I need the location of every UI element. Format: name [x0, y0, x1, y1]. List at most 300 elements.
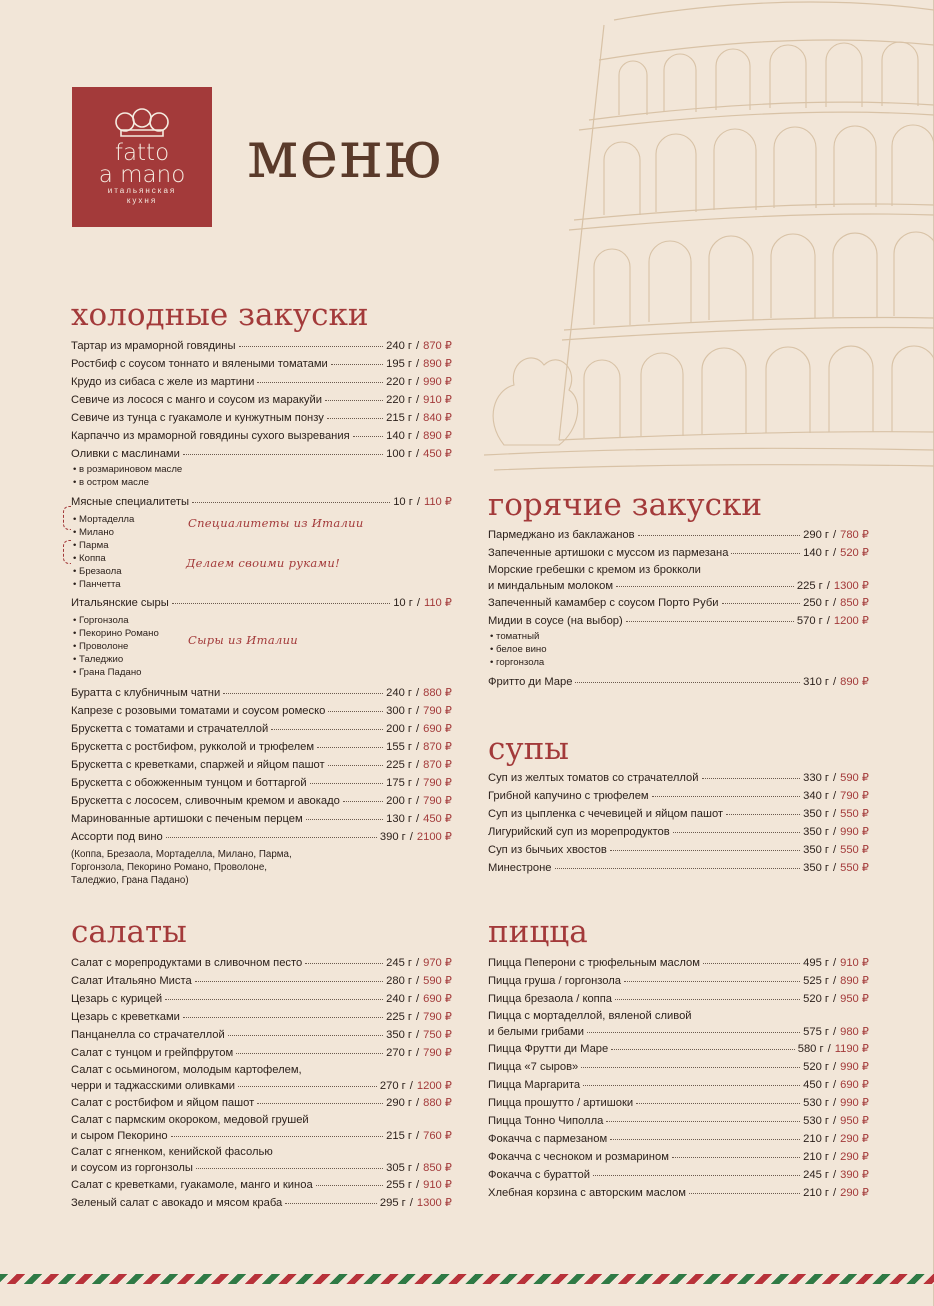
menu-item [488, 859, 869, 877]
item-weight: 200 г [386, 795, 412, 807]
item-name: Запеченные артишоки с муссом из пармезана [488, 547, 729, 559]
dot-leader [638, 527, 801, 536]
menu-item [71, 954, 452, 972]
assorti-note: Горгонзола, Пекорино Романо, Проволоне, [71, 862, 267, 873]
dot-leader [673, 824, 800, 833]
item-weight: 100 г [386, 448, 412, 460]
dot-leader [172, 595, 390, 604]
price-separator: / [415, 1130, 420, 1142]
item-option: • Мортаделла [71, 513, 452, 526]
menu-item [71, 1026, 452, 1044]
item-weight: 525 г [803, 975, 829, 987]
item-weight: 350 г [803, 862, 829, 874]
dot-leader [238, 1078, 377, 1087]
item-price: 290 ₽ [840, 1151, 869, 1163]
dot-leader [611, 1041, 795, 1050]
dot-leader [257, 374, 383, 383]
menu-item [488, 1166, 869, 1184]
dot-leader [636, 1095, 800, 1104]
item-price: 1300 ₽ [416, 1197, 452, 1209]
price-separator: / [832, 975, 837, 987]
price-separator: / [409, 1197, 413, 1209]
price-separator: / [415, 1097, 420, 1109]
restaurant-logo [72, 87, 212, 227]
hot-appetizers-list [488, 526, 869, 691]
section-title-hot: горячие закуски [488, 487, 763, 523]
item-price: 520 ₽ [840, 547, 869, 559]
menu-item [71, 702, 452, 720]
item-name-line1: Салат с пармским окороком, медовой грушей [71, 1114, 309, 1126]
menu-item [71, 1008, 452, 1026]
price-separator: / [832, 529, 837, 541]
item-name: Карпаччо из мраморной говядины сухого вызревания [71, 430, 350, 442]
item-weight: 520 г [803, 1061, 829, 1073]
menu-item [488, 544, 869, 562]
cold-appetizers-list [71, 337, 452, 887]
dot-leader [689, 1185, 800, 1194]
price-separator: / [832, 1133, 837, 1145]
dot-leader [606, 1113, 800, 1122]
menu-item [488, 1058, 869, 1076]
item-price: 1200 ₽ [833, 615, 869, 627]
item-name: Салат Итальяно Миста [71, 975, 192, 987]
menu-item [71, 427, 452, 445]
item-name: Пицца «7 сыров» [488, 1061, 579, 1073]
item-weight: 215 г [386, 412, 412, 424]
price-separator: / [832, 808, 837, 820]
logo-subtitle-line2: кухня [126, 196, 158, 205]
price-separator: / [832, 826, 837, 838]
item-price: 690 ₽ [423, 723, 452, 735]
item-name: Маринованные артишоки с печеным перцем [71, 813, 303, 825]
item-price: 550 ₽ [840, 844, 869, 856]
menu-item [488, 1112, 869, 1130]
menu-item [71, 1094, 452, 1112]
item-weight: 225 г [386, 759, 412, 771]
item-price: 950 ₽ [840, 993, 869, 1005]
dot-leader [581, 1059, 800, 1068]
item-weight: 450 г [803, 1079, 829, 1091]
dot-leader [183, 446, 383, 455]
item-weight: 280 г [386, 975, 412, 987]
item-weight: 300 г [386, 705, 412, 717]
menu-item [71, 1044, 452, 1062]
menu-item [71, 1062, 452, 1094]
dot-leader [593, 1167, 800, 1176]
menu-item [488, 841, 869, 859]
italian-flag-stripe [0, 1274, 934, 1284]
item-price: 450 ₽ [423, 813, 452, 825]
dot-leader [196, 1160, 383, 1169]
item-weight: 155 г [386, 741, 412, 753]
menu-item [71, 828, 452, 846]
menu-item [71, 1176, 452, 1194]
menu-item [488, 805, 869, 823]
item-name: Запеченный камамбер с соусом Порто Руби [488, 597, 719, 609]
item-weight: 225 г [796, 580, 823, 592]
price-separator: / [415, 759, 420, 771]
item-name: Пицца Маргарита [488, 1079, 581, 1091]
item-option: • Проволоне [71, 640, 452, 653]
dot-leader [310, 775, 384, 784]
item-price: 890 ₽ [840, 676, 869, 688]
colosseum-illustration [484, 0, 934, 500]
item-price: 870 ₽ [423, 340, 452, 352]
item-price: 550 ₽ [840, 808, 869, 820]
price-separator: / [832, 547, 837, 559]
menu-item [488, 823, 869, 841]
item-weight: 245 г [386, 957, 412, 969]
price-separator: / [832, 1061, 837, 1073]
menu-item [488, 1094, 869, 1112]
price-separator: / [832, 957, 837, 969]
item-name: Севиче из тунца с гуакамоле и кунжутным понзу [71, 412, 324, 424]
item-option: • белое вино [488, 643, 869, 656]
dot-leader [328, 757, 383, 766]
dot-leader [166, 829, 377, 838]
item-name: Цезарь с креветками [71, 1011, 180, 1023]
item-name: Минестроне [488, 862, 552, 874]
dot-leader [327, 410, 383, 419]
bracket-mark-1 [63, 506, 71, 530]
menu-item [71, 1112, 452, 1144]
price-separator: / [415, 340, 420, 352]
dot-leader [353, 428, 383, 437]
item-weight: 390 г [379, 831, 406, 843]
item-weight: 495 г [803, 957, 829, 969]
item-price: 990 ₽ [840, 1097, 869, 1109]
item-price: 970 ₽ [423, 957, 452, 969]
dot-leader [615, 991, 800, 1000]
item-weight: 570 г [796, 615, 823, 627]
item-weight: 255 г [386, 1179, 412, 1191]
dot-leader [731, 545, 800, 554]
menu-item [71, 774, 452, 792]
price-separator: / [832, 597, 837, 609]
menu-item [71, 391, 452, 409]
item-price: 110 ₽ [423, 496, 452, 508]
price-separator: / [415, 430, 420, 442]
item-weight: 175 г [386, 777, 412, 789]
menu-item [71, 738, 452, 756]
item-name-line2: черри и таджасскими оливками [71, 1080, 236, 1092]
item-weight: 195 г [386, 358, 412, 370]
price-separator: / [415, 1179, 420, 1191]
dot-leader [575, 674, 800, 683]
price-separator: / [415, 687, 420, 699]
item-name: Брускетта с обожженным тунцом и боттаргой [71, 777, 307, 789]
item-name: Грибной капучино с трюфелем [488, 790, 649, 802]
item-price: 780 ₽ [840, 529, 869, 541]
menu-item [71, 337, 452, 355]
item-weight: 220 г [386, 394, 412, 406]
menu-item [488, 594, 869, 612]
item-name-line1: Пицца с мортаделлой, вяленой сливой [488, 1010, 692, 1022]
item-weight: 350 г [803, 844, 829, 856]
item-name: Капрезе с розовыми томатами и соусом ромеско [71, 705, 326, 717]
item-price: 550 ₽ [840, 862, 869, 874]
page-title: меню [247, 116, 443, 193]
price-separator: / [832, 1187, 837, 1199]
assorti-note: Таледжио, Грана Падано) [71, 875, 189, 886]
item-price: 790 ₽ [840, 790, 869, 802]
section-title-cold: холодные закуски [71, 297, 369, 333]
item-name: Пицца груша / горгонзола [488, 975, 621, 987]
item-weight: 290 г [803, 529, 829, 541]
item-price: 890 ₽ [840, 975, 869, 987]
menu-item [488, 1184, 869, 1202]
item-price: 390 ₽ [840, 1169, 869, 1181]
item-name: Брускетта с креветками, спаржей и яйцом пашот [71, 759, 325, 771]
item-price: 890 ₽ [423, 358, 452, 370]
price-separator: / [826, 580, 830, 592]
menu-item [488, 972, 869, 990]
item-name-line2: и сыром Пекорино [71, 1130, 168, 1142]
item-weight: 310 г [803, 676, 829, 688]
dot-leader [555, 860, 801, 869]
menu-item [488, 612, 869, 630]
dot-leader [305, 955, 383, 964]
dot-leader [672, 1149, 800, 1158]
dot-leader [726, 806, 800, 815]
price-separator: / [832, 1169, 837, 1181]
menu-item [71, 756, 452, 774]
section-title-pizza: пицца [488, 914, 588, 950]
dot-leader [624, 973, 800, 982]
item-price: 910 ₽ [840, 957, 869, 969]
item-price: 2100 ₽ [416, 831, 452, 843]
dot-leader [343, 793, 383, 802]
price-separator: / [832, 1079, 837, 1091]
item-name: Буратта с клубничным чатни [71, 687, 221, 699]
item-weight: 575 г [803, 1026, 829, 1038]
menu-item [488, 1040, 869, 1058]
item-name: Суп из бычьих хвостов [488, 844, 607, 856]
dot-leader [239, 338, 384, 347]
item-price: 850 ₽ [423, 1162, 452, 1174]
item-weight: 10 г [393, 597, 413, 609]
dot-leader [285, 1195, 377, 1204]
item-option: • Коппа [71, 552, 452, 565]
item-name-line1: Морские гребешки с кремом из брокколи [488, 564, 701, 576]
item-name: Фритто ди Маре [488, 676, 573, 688]
item-name: Пицца Пеперони с трюфельным маслом [488, 957, 700, 969]
item-weight: 350 г [386, 1029, 412, 1041]
item-name: Мидии в соусе (на выбор) [488, 615, 623, 627]
item-name: Салат с ростбифом и яйцом пашот [71, 1097, 255, 1109]
price-separator: / [832, 790, 837, 802]
handwritten-note-3: Сыры из Италии [188, 633, 299, 647]
price-separator: / [827, 1043, 831, 1055]
menu-item [488, 562, 869, 594]
item-price: 870 ₽ [423, 741, 452, 753]
item-name: Ассорти под вино [71, 831, 163, 843]
item-price: 690 ₽ [423, 993, 452, 1005]
dot-leader [325, 392, 383, 401]
dot-leader [703, 955, 800, 964]
item-price: 1300 ₽ [833, 580, 869, 592]
item-name: Салат с креветками, гуакамоле, манго и киноа [71, 1179, 313, 1191]
item-name: Салат с морепродуктами в сливочном песто [71, 957, 303, 969]
menu-item [71, 720, 452, 738]
assorti-note: (Коппа, Брезаола, Мортаделла, Милано, Парма, [71, 849, 292, 860]
item-weight: 290 г [386, 1097, 412, 1109]
item-price: 790 ₽ [423, 1011, 452, 1023]
price-separator: / [415, 448, 420, 460]
price-separator: / [415, 394, 420, 406]
dot-leader [702, 770, 801, 779]
item-price: 790 ₽ [423, 795, 452, 807]
item-price: 850 ₽ [840, 597, 869, 609]
item-price: 990 ₽ [840, 1061, 869, 1073]
item-price: 840 ₽ [423, 412, 452, 424]
soups-list [488, 769, 869, 877]
item-weight: 210 г [803, 1151, 829, 1163]
item-weight: 140 г [803, 547, 829, 559]
item-price: 890 ₽ [423, 430, 452, 442]
item-weight: 340 г [803, 790, 829, 802]
dot-leader [328, 703, 383, 712]
item-option: • Парма [71, 539, 452, 552]
logo-brand-line2: a mano [98, 162, 186, 188]
menu-item [71, 792, 452, 810]
item-name: Пицца прошутто / артишоки [488, 1097, 634, 1109]
item-name: Суп из желтых томатов со страчателлой [488, 772, 699, 784]
price-separator: / [832, 676, 837, 688]
item-name: Фокачча с пармезаном [488, 1133, 608, 1145]
price-separator: / [832, 862, 837, 874]
price-separator: / [416, 496, 420, 508]
item-weight: 210 г [803, 1187, 829, 1199]
item-name: Пармеджано из баклажанов [488, 529, 635, 541]
item-name: Мясные специалитеты [71, 496, 190, 508]
section-title-soups: супы [488, 731, 569, 767]
item-name: Цезарь с курицей [71, 993, 163, 1005]
item-name-line2: и соусом из горгонзолы [71, 1162, 193, 1174]
item-price: 790 ₽ [423, 1047, 452, 1059]
item-weight: 240 г [386, 687, 412, 699]
item-option: • в остром масле [71, 476, 452, 489]
logo-brand-line1: fatto [114, 140, 170, 166]
item-name: Брускетта с томатами и страчателлой [71, 723, 269, 735]
dot-leader [587, 1024, 800, 1033]
item-price: 870 ₽ [423, 759, 452, 771]
price-separator: / [832, 1026, 837, 1038]
menu-item [488, 1076, 869, 1094]
bracket-mark-2 [63, 540, 71, 564]
salads-list [71, 954, 452, 1212]
item-price: 990 ₽ [423, 376, 452, 388]
price-separator: / [415, 412, 420, 424]
item-weight: 245 г [803, 1169, 829, 1181]
handwritten-note-2: Делаем своими руками! [186, 556, 341, 570]
item-weight: 220 г [386, 376, 412, 388]
dot-leader [610, 842, 800, 851]
item-name: Панцанелла со страчателлой [71, 1029, 225, 1041]
item-price: 450 ₽ [423, 448, 452, 460]
menu-item [488, 1130, 869, 1148]
item-name: Пицца брезаола / коппа [488, 993, 613, 1005]
item-weight: 210 г [803, 1133, 829, 1145]
dot-leader [192, 494, 390, 503]
price-separator: / [415, 1162, 420, 1174]
item-option: • Горгонзола [71, 614, 452, 627]
pizza-list [488, 954, 869, 1202]
dot-leader [228, 1027, 383, 1036]
dot-leader [195, 973, 383, 982]
price-separator: / [416, 597, 420, 609]
item-weight: 350 г [803, 826, 829, 838]
price-separator: / [409, 1080, 413, 1092]
price-separator: / [826, 615, 830, 627]
item-weight: 240 г [386, 340, 412, 352]
item-price: 910 ₽ [423, 1179, 452, 1191]
price-separator: / [415, 777, 420, 789]
price-separator: / [415, 741, 420, 753]
dot-leader [616, 578, 794, 587]
item-name: Пицца Фрутти ди Маре [488, 1043, 609, 1055]
item-name-line2: и белыми грибами [488, 1026, 584, 1038]
item-weight: 520 г [803, 993, 829, 1005]
item-price: 1200 ₽ [416, 1080, 452, 1092]
price-separator: / [415, 993, 420, 1005]
item-weight: 350 г [803, 808, 829, 820]
menu-item [488, 954, 869, 972]
price-separator: / [415, 358, 420, 370]
item-option: • горгонзола [488, 656, 869, 669]
item-name: Оливки с маслинами [71, 448, 180, 460]
menu-item [71, 373, 452, 391]
price-separator: / [832, 772, 837, 784]
dot-leader [610, 1131, 800, 1140]
item-weight: 240 г [386, 993, 412, 1005]
price-separator: / [415, 376, 420, 388]
item-name-line2: и миндальным молоком [488, 580, 614, 592]
menu-item [488, 526, 869, 544]
price-separator: / [415, 795, 420, 807]
item-weight: 10 г [393, 496, 413, 508]
item-price: 1190 ₽ [834, 1043, 869, 1055]
menu-item [71, 1144, 452, 1176]
item-price: 790 ₽ [423, 777, 452, 789]
price-separator: / [832, 844, 837, 856]
item-weight: 250 г [803, 597, 829, 609]
item-weight: 305 г [386, 1162, 412, 1174]
item-price: 980 ₽ [840, 1026, 869, 1038]
price-separator: / [409, 831, 413, 843]
item-option: • Панчетта [71, 578, 452, 591]
dot-leader [583, 1077, 800, 1086]
item-name: Суп из цыпленка с чечевицей и яйцом пашот [488, 808, 724, 820]
dot-leader [223, 685, 383, 694]
menu-item [71, 445, 452, 463]
price-separator: / [832, 993, 837, 1005]
item-name: Брускетта с лососем, сливочным кремом и авокадо [71, 795, 340, 807]
price-separator: / [415, 1029, 420, 1041]
price-separator: / [415, 705, 420, 717]
menu-item [71, 493, 452, 511]
section-title-salads: салаты [71, 914, 187, 950]
item-name: Фокачча с бураттой [488, 1169, 590, 1181]
item-name: Фокачча с чесноком и розмарином [488, 1151, 669, 1163]
item-name-line1: Салат с ягненком, кенийской фасолью [71, 1146, 273, 1158]
item-name: Итальянские сыры [71, 597, 169, 609]
menu-item [488, 1148, 869, 1166]
item-name: Хлебная корзина с авторским маслом [488, 1187, 686, 1199]
item-weight: 215 г [386, 1130, 412, 1142]
menu-item [71, 684, 452, 702]
item-weight: 330 г [803, 772, 829, 784]
